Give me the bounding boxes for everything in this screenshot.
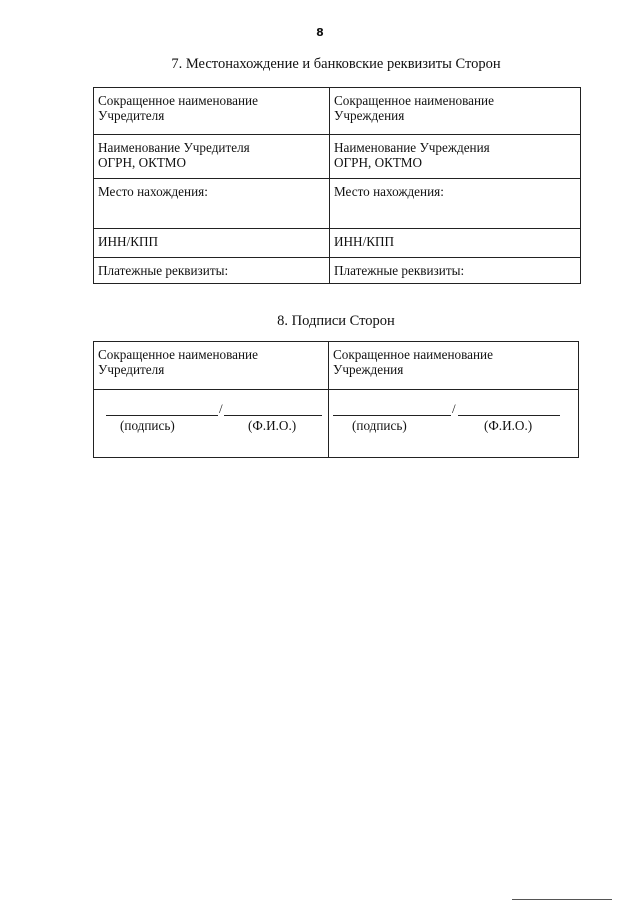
cell-text: Учредителя xyxy=(98,108,165,123)
institution-short-name-cell xyxy=(330,88,581,135)
signature-caption: (подпись) xyxy=(120,418,175,433)
founder-payment-details-cell xyxy=(94,258,330,284)
table-row xyxy=(94,135,581,179)
section-7-title: 7. Местонахождение и банковские реквизиты Сторон xyxy=(171,56,501,72)
name-caption: (Ф.И.О.) xyxy=(484,418,533,433)
section-8-title: 8. Подписи Сторон xyxy=(277,313,395,329)
table-row xyxy=(94,179,581,229)
cell-text: Наименование Учреждения xyxy=(334,140,490,155)
page-number: 8 xyxy=(316,26,324,39)
signature-line xyxy=(106,415,218,416)
name-caption: (Ф.И.О.) xyxy=(248,418,297,433)
founder-address-cell xyxy=(94,179,330,229)
name-line xyxy=(224,415,322,416)
founder-name-ogrn-cell xyxy=(94,135,330,179)
institution-inn-kpp-cell xyxy=(330,229,581,258)
cell-text: Учредителя xyxy=(98,362,165,377)
institution-address-cell xyxy=(330,179,581,229)
founder-inn-kpp-cell xyxy=(94,229,330,258)
cell-text: Платежные реквизиты: xyxy=(334,263,465,278)
founder-short-name-cell xyxy=(94,88,330,135)
founder-signature-cell xyxy=(94,390,329,458)
requisites-table xyxy=(93,87,581,284)
institution-signature-header-cell xyxy=(329,342,579,390)
institution-payment-details-cell xyxy=(330,258,581,284)
cell-text: Сокращенное наименование xyxy=(98,347,258,362)
cell-text: Сокращенное наименование xyxy=(333,347,493,362)
separator-slash: / xyxy=(219,401,223,416)
table-row xyxy=(94,342,579,390)
cell-text: ОГРН, ОКТМО xyxy=(98,155,187,170)
footer-rule xyxy=(512,899,612,900)
signatures-table xyxy=(93,341,579,458)
cell-text: Наименование Учредителя xyxy=(98,140,250,155)
table-row xyxy=(94,258,581,284)
signature-caption: (подпись) xyxy=(352,418,407,433)
cell-text: Место нахождения: xyxy=(98,184,208,199)
cell-text: ИНН/КПП xyxy=(334,234,395,249)
cell-text: ИНН/КПП xyxy=(98,234,159,249)
signature-line xyxy=(333,415,451,416)
name-line xyxy=(458,415,560,416)
founder-signature-header-cell xyxy=(94,342,329,390)
institution-name-ogrn-cell xyxy=(330,135,581,179)
separator-slash: / xyxy=(452,401,456,416)
table-row xyxy=(94,229,581,258)
table-row xyxy=(94,390,579,458)
cell-text: Учреждения xyxy=(334,108,405,123)
cell-text: Платежные реквизиты: xyxy=(98,263,229,278)
cell-text: Сокращенное наименование xyxy=(98,93,258,108)
cell-text: ОГРН, ОКТМО xyxy=(334,155,423,170)
institution-signature-cell xyxy=(329,390,579,458)
cell-text: Сокращенное наименование xyxy=(334,93,494,108)
table-row xyxy=(94,88,581,135)
cell-text: Место нахождения: xyxy=(334,184,444,199)
cell-text: Учреждения xyxy=(333,362,404,377)
